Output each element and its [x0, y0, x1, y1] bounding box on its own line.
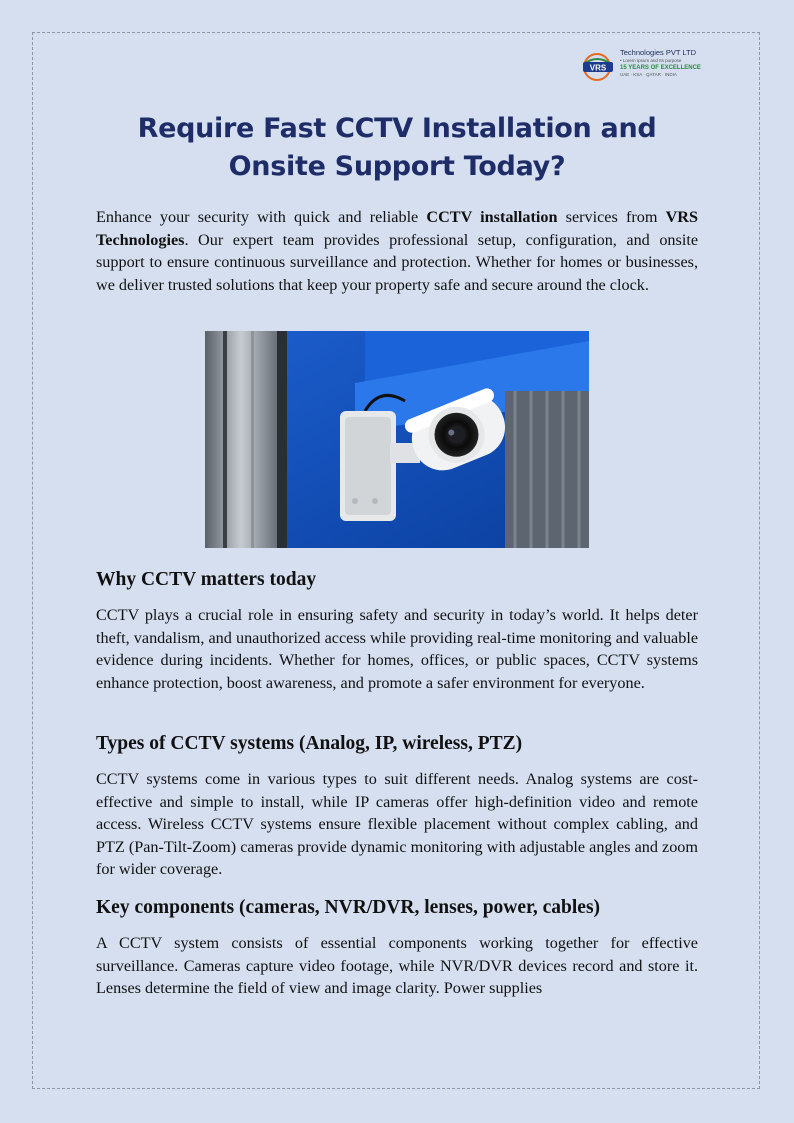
- intro-bold-cctv-installation: CCTV installation: [426, 208, 558, 226]
- section-body-key-components: A CCTV system consists of essential components working together for effective surveillance. Cameras capture video footage, while NVR/DVR devices record and store it. Lenses determine the field of view and image clarity. Power supplies: [96, 934, 698, 998]
- logo-years: 15 YEARS OF EXCELLENCE: [620, 65, 701, 71]
- section-heading-why-cctv: Why CCTV matters today: [96, 569, 317, 590]
- logo-countries: UAE · KSA · QATAR · INDIA: [620, 72, 677, 77]
- intro-text-1: Enhance your security with quick and reliable: [96, 208, 427, 226]
- logo-mark-text: VRS: [589, 63, 607, 73]
- intro-text-3: . Our expert team provides professional setup, configuration, and onsite support to ensure continuous surveillance and protection. Whether for homes or businesses, we deliver trusted solutions that keep your property safe and secure around the clock.: [96, 230, 698, 294]
- intro-paragraph: [96, 206, 698, 296]
- logo-tagline: • Lorem Ipsum and Its purpose: [620, 58, 682, 63]
- cctv-camera-illustration: [205, 331, 589, 548]
- section-body-why-cctv: CCTV plays a crucial role in ensuring safety and security in today’s world. It helps deter theft, vandalism, and unauthorized access while providing real-time monitoring and valuable evidence during incidents. Whether for homes, offices, or public spaces, CCTV systems enhance protection, boost awareness, and promote a safer environment for everyone.: [96, 606, 698, 692]
- section-heading-key-components: Key components (cameras, NVR/DVR, lenses, power, cables): [96, 897, 601, 918]
- cctv-camera-photo: [205, 331, 589, 548]
- vrs-logo-icon: [580, 52, 616, 82]
- company-logo: [580, 48, 710, 88]
- page-border: [32, 32, 760, 1089]
- intro-text-2: services from: [557, 208, 666, 226]
- section-heading-types: Types of CCTV systems (Analog, IP, wireless, PTZ): [96, 733, 523, 754]
- logo-company-name: Technologies PVT LTD: [620, 48, 697, 57]
- section-body-types: CCTV systems come in various types to suit different needs. Analog systems are cost-effective and simple to install, while IP cameras offer high-definition video and remote access. Wireless CCTV systems ensure flexible placement without complex cabling, and PTZ (Pan-Tilt-Zoom) cameras provide dynamic monitoring with adjustable angles and zoom for wider coverage.: [96, 770, 698, 879]
- page-title: Require Fast CCTV Installation and Onsite Support Today?: [137, 113, 657, 182]
- intro-bold-vrs-technologies: VRS Technologies: [96, 208, 698, 249]
